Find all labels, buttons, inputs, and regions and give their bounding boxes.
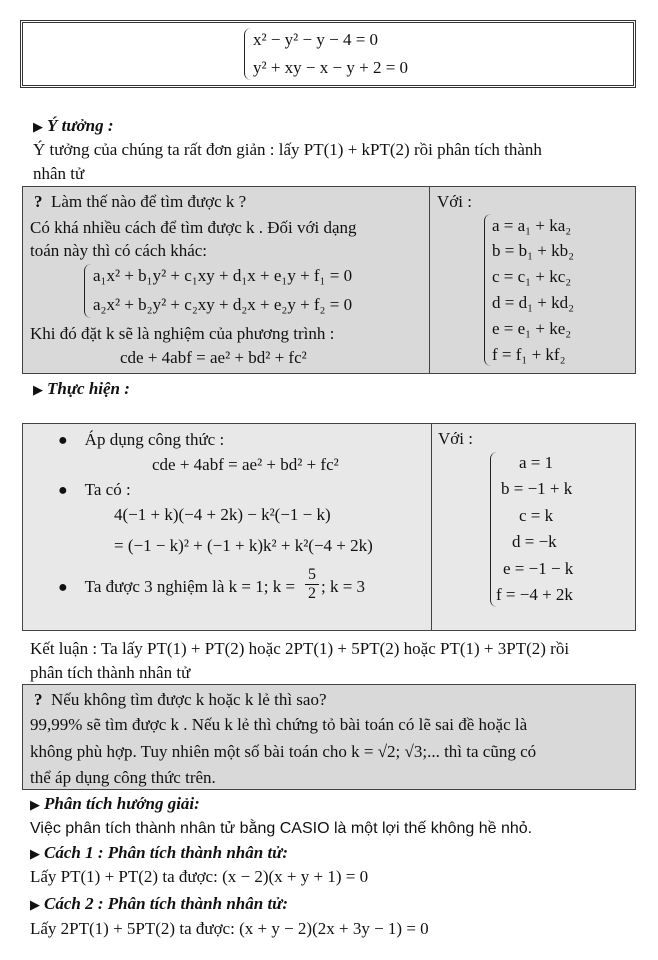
box1-system-brace xyxy=(84,264,91,318)
triangle-icon: ▶ xyxy=(30,846,40,861)
idea-heading: ▶ Ý tưởng : xyxy=(33,116,114,135)
idea-line-1: Ý tưởng của chúng ta rất đơn giản : lấy PT(1) + kPT(2) rồi phân tích thành xyxy=(33,140,542,159)
fraction-denominator: 2 xyxy=(308,585,316,602)
box1-question: ? Làm thế nào để tìm được k ? xyxy=(34,192,247,211)
box1-coeff-2: c = c₁ + kc₂ xyxy=(492,267,572,286)
box1-coeff-brace xyxy=(484,214,491,366)
triangle-icon: ▶ xyxy=(33,119,43,134)
idea-line-2: nhân tử xyxy=(33,164,85,183)
box2-coeff-2: c = k xyxy=(519,506,554,525)
box2-coeff-brace xyxy=(490,452,497,607)
box2-line-1: 4(−1 + k)(−4 + 2k) − k²(−1 − k) xyxy=(114,505,331,524)
box2-coeff-5: f = −4 + 2k xyxy=(496,585,573,604)
box1-with-label: Với : xyxy=(437,192,472,211)
fraction-numerator: 5 xyxy=(305,566,319,585)
note-line-1: 99,99% sẽ tìm được k . Nếu k lẻ thì chứng tỏ bài toán có lẽ sai đề hoặc là xyxy=(30,715,528,734)
method-box-2-divider xyxy=(431,423,432,631)
question-mark-icon: ? xyxy=(34,690,43,709)
box2-with-label: Với : xyxy=(438,429,473,448)
box2-bullet-1: ● Áp dụng công thức : xyxy=(58,430,225,449)
box2-line-2: = (−1 − k)² + (−1 + k)k² + k²(−4 + 2k) xyxy=(114,536,373,555)
method1-line: Lấy PT(1) + PT(2) ta được: (x − 2)(x + y + 1) = 0 xyxy=(30,867,369,886)
question-mark-icon: ? xyxy=(34,192,43,211)
bullet-icon: ● xyxy=(58,482,68,499)
bullet-icon: ● xyxy=(58,579,68,596)
box1-formula: cde + 4abf = ae² + bd² + fc² xyxy=(120,348,307,367)
note-question: ? Nếu không tìm được k hoặc k lẻ thì sao? xyxy=(34,690,327,709)
box1-sys-1: a₁x² + b₁y² + c₁xy + d₁x + e₁y + f₁ = 0 xyxy=(93,266,353,285)
execute-heading: ▶ Thực hiện : xyxy=(33,379,130,398)
box1-coeff-5: f = f₁ + kf₂ xyxy=(492,345,566,364)
method1-heading: ▶ Cách 1 : Phân tích thành nhân tử: xyxy=(30,843,289,862)
box2-coeff-0: a = 1 xyxy=(519,453,554,472)
box2-bullet-3: ● Ta được 3 nghiệm là k = 1; k = xyxy=(58,577,296,596)
method2-line: Lấy 2PT(1) + 5PT(2) ta được: (x + y − 2)(2x + 3y − 1) = 0 xyxy=(30,919,429,938)
box2-formula: cde + 4abf = ae² + bd² + fc² xyxy=(152,455,339,474)
conclusion-line-2: phân tích thành nhân tử xyxy=(30,663,191,682)
triangle-icon: ▶ xyxy=(30,797,40,812)
box1-coeff-1: b = b₁ + kb₂ xyxy=(492,241,575,260)
box1-coeff-3: d = d₁ + kd₂ xyxy=(492,293,575,312)
note-line-2: không phù hợp. Tuy nhiên một số bài toán cho k = √2; √3;... thì ta cũng có xyxy=(30,742,537,761)
analysis-heading: ▶ Phân tích hướng giải: xyxy=(30,794,200,813)
bullet-icon: ● xyxy=(58,432,68,449)
box2-coeff-3: d = −k xyxy=(512,532,557,551)
box2-bullet-2: ● Ta có : xyxy=(58,480,131,499)
triangle-icon: ▶ xyxy=(33,382,43,397)
method2-heading: ▶ Cách 2 : Phân tích thành nhân tử: xyxy=(30,894,289,913)
box1-p3: Khi đó đặt k sẽ là nghiệm của phương trình : xyxy=(30,324,335,343)
note-line-3: thể áp dụng công thức trên. xyxy=(30,768,216,787)
box2-coeff-4: e = −1 − k xyxy=(503,559,574,578)
box1-sys-2: a₂x² + b₂y² + c₂xy + d₂x + e₂y + f₂ = 0 xyxy=(93,295,353,314)
top-eq-2: y² + xy − x − y + 2 = 0 xyxy=(253,58,409,77)
box1-coeff-0: a = a₁ + ka₂ xyxy=(492,216,572,235)
top-eq-1: x² − y² − y − 4 = 0 xyxy=(253,30,379,49)
box2-coeff-1: b = −1 + k xyxy=(501,479,573,498)
box2-bullet-3-suffix: ; k = 3 xyxy=(321,577,366,596)
box1-coeff-4: e = e₁ + ke₂ xyxy=(492,319,572,338)
method-box-1-divider xyxy=(429,186,430,374)
top-system-brace xyxy=(244,28,251,80)
box2-fraction xyxy=(305,566,319,603)
conclusion-line-1: Kết luận : Ta lấy PT(1) + PT(2) hoặc 2PT(1) + 5PT(2) hoặc PT(1) + 3PT(2) rồi xyxy=(30,639,570,658)
triangle-icon: ▶ xyxy=(30,897,40,912)
analysis-line: Việc phân tích thành nhân tử bằng CASIO là một lợi thế không hề nhỏ. xyxy=(30,820,533,837)
box1-p2: toán này thì có cách khác: xyxy=(30,241,208,260)
box1-p1: Có khá nhiều cách để tìm được k . Đối với dạng xyxy=(30,218,357,237)
